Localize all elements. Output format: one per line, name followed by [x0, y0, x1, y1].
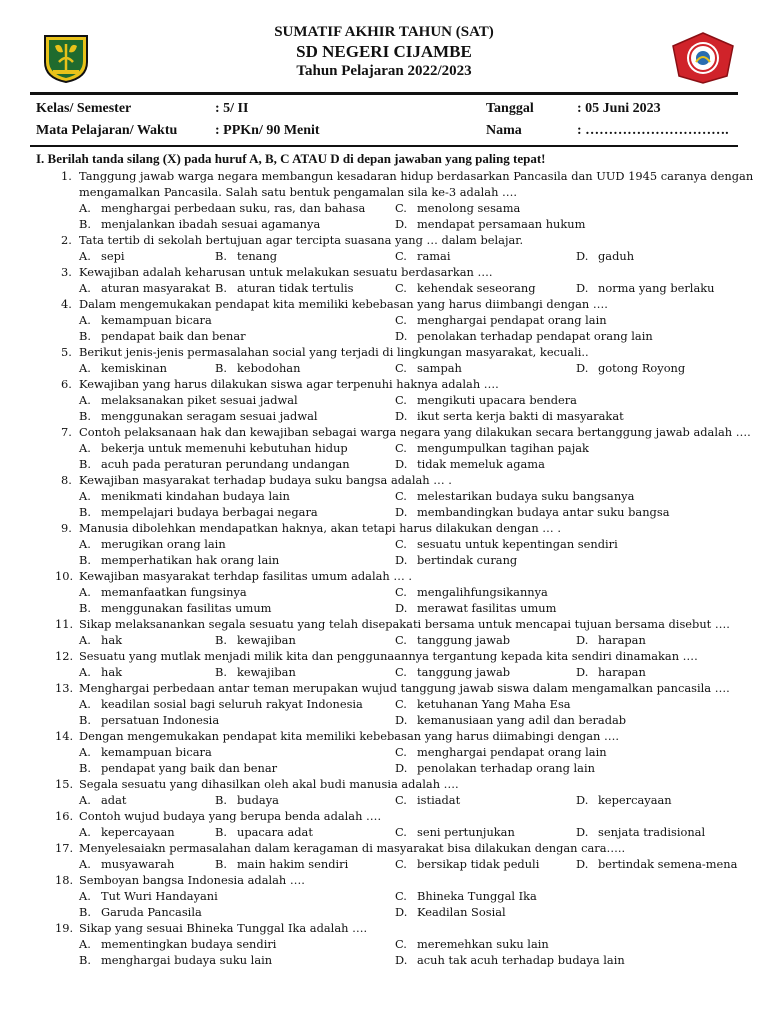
option-text: penolakan terhadap pendapat orang lain: [417, 329, 653, 343]
question-item: [0, 808, 768, 840]
option-letter: A.: [79, 745, 91, 759]
option-row: [0, 440, 768, 456]
question-text: Semboyan bangsa Indonesia adalah ….: [79, 873, 305, 887]
option-text: norma yang berlaku: [598, 281, 715, 295]
option-letter: A.: [79, 633, 91, 647]
option-letter: A.: [79, 249, 91, 263]
option-text: melestarikan budaya suku bangsanya: [417, 489, 635, 503]
option-text: mengikuti upacara bendera: [417, 393, 577, 407]
option-text: kemampuan bicara: [101, 313, 212, 327]
question-text: Dalam mengemukakan pendapat kita memiliki kebebasan yang harus diimbangi dengan ….: [79, 297, 608, 311]
option-letter: D.: [395, 409, 408, 423]
option-letter: B.: [79, 761, 91, 775]
option-letter: B.: [215, 633, 227, 647]
option-letter: B.: [215, 249, 227, 263]
academic-year: Tahun Pelajaran 2022/2023: [296, 63, 472, 79]
question-item: [0, 872, 768, 920]
question-item: [0, 168, 768, 232]
option-letter: C.: [395, 665, 407, 679]
option-text: kewajiban: [237, 665, 296, 679]
option-letter: B.: [215, 793, 227, 807]
option-letter: D.: [576, 249, 589, 263]
option-text: penolakan terhadap orang lain: [417, 761, 595, 775]
option-text: mempelajari budaya berbagai negara: [101, 505, 318, 519]
question-number: 14.: [55, 729, 74, 743]
option-row: [0, 888, 768, 904]
option-text: aturan masyarakat: [101, 281, 211, 295]
question-text: Sesuatu yang mutlak menjadi milik kita dan penggunaannya tergantung kepada kita sendiri dinamakan ….: [79, 649, 698, 663]
question-line: [0, 808, 768, 824]
option-text: seni pertunjukan: [417, 825, 515, 839]
option-text: menikmati kindahan budaya lain: [101, 489, 290, 503]
question-text: Kewajiban masyarakat terhadap budaya suku bangsa adalah … .: [79, 473, 452, 487]
option-text: acuh tak acuh terhadap budaya lain: [417, 953, 625, 967]
option-text: budaya: [237, 793, 279, 807]
option-text: membandingkan budaya antar suku bangsa: [417, 505, 670, 519]
option-letter: D.: [576, 361, 589, 375]
question-text: Segala sesuatu yang dihasilkan oleh akal budi manusia adalah ….: [79, 777, 459, 791]
question-number: 1.: [61, 169, 72, 183]
question-number: 4.: [61, 297, 72, 311]
question-number: 2.: [61, 233, 72, 247]
question-number: 15.: [55, 777, 74, 791]
option-letter: B.: [79, 505, 91, 519]
option-row: [0, 904, 768, 920]
option-row: [0, 952, 768, 968]
option-letter: C.: [395, 889, 407, 903]
question-number: 10.: [55, 569, 74, 583]
option-text: upacara adat: [237, 825, 313, 839]
question-number: 7.: [61, 425, 72, 439]
option-letter: A.: [79, 585, 91, 599]
question-item: [0, 520, 768, 568]
option-text: pendapat yang baik dan benar: [101, 761, 278, 775]
option-letter: A.: [79, 281, 91, 295]
option-letter: C.: [395, 697, 407, 711]
option-text: sampah: [417, 361, 462, 375]
option-text: merawat fasilitas umum: [417, 601, 557, 615]
option-row: [0, 488, 768, 504]
option-row: [0, 632, 768, 648]
exam-title: SUMATIF AKHIR TAHUN (SAT): [274, 24, 494, 40]
question-text: mengamalkan Pancasila. Salah satu bentuk pengamalan sila ke-3 adalah ….: [79, 185, 518, 199]
option-text: menjalankan ibadah sesuai agamanya: [101, 217, 321, 231]
option-letter: C.: [395, 361, 407, 375]
question-text: Manusia dibolehkan mendapatkan haknya, akan tetapi harus dilakukan dengan … .: [79, 521, 561, 535]
option-letter: B.: [79, 329, 91, 343]
option-row: [0, 392, 768, 408]
option-letter: D.: [576, 281, 589, 295]
question-line: [0, 344, 768, 360]
option-letter: D.: [395, 905, 408, 919]
option-letter: D.: [395, 217, 408, 231]
question-item: [0, 424, 768, 472]
option-text: istiadat: [417, 793, 461, 807]
option-text: keadilan sosial bagi seluruh rakyat Indonesia: [101, 697, 363, 711]
option-row: [0, 760, 768, 776]
option-letter: D.: [395, 505, 408, 519]
option-letter: D.: [395, 953, 408, 967]
option-letter: C.: [395, 201, 407, 215]
option-row: [0, 312, 768, 328]
question-line: [0, 520, 768, 536]
question-text: Contoh pelaksanaan hak dan kewajiban sebagai warga negara yang dilakukan secara bertanggung jawab adalah ….: [79, 425, 751, 439]
question-text: Kewajiban masyarakat terhdap fasilitas umum adalah … .: [79, 569, 412, 583]
option-row: [0, 360, 768, 376]
question-text: Tanggung jawab warga negara membangun kesadaran hidup berdasarkan Pancasila dan UUD 1945 caranya dengan: [79, 169, 754, 183]
option-text: harapan: [598, 633, 646, 647]
question-item: [0, 648, 768, 680]
option-text: menolong sesama: [417, 201, 521, 215]
option-row: [0, 584, 768, 600]
option-text: main hakim sendiri: [237, 857, 349, 871]
question-line: [0, 616, 768, 632]
option-row: [0, 856, 768, 872]
option-text: acuh pada peraturan perundang undangan: [101, 457, 350, 471]
header-divider: [30, 92, 738, 95]
question-number: 19.: [55, 921, 74, 935]
option-text: tanggung jawab: [417, 665, 511, 679]
option-text: musyawarah: [101, 857, 175, 871]
option-text: tidak memeluk agama: [417, 457, 545, 471]
option-letter: A.: [79, 793, 91, 807]
question-text: Contoh wujud budaya yang berupa benda adalah ….: [79, 809, 382, 823]
option-letter: A.: [79, 857, 91, 871]
option-text: menghargai perbedaan suku, ras, dan bahasa: [101, 201, 366, 215]
option-text: Tut Wuri Handayani: [101, 889, 218, 903]
option-letter: C.: [395, 281, 407, 295]
question-line: [0, 232, 768, 248]
question-item: [0, 568, 768, 616]
option-text: mementingkan budaya sendiri: [101, 937, 277, 951]
option-text: bersikap tidak peduli: [417, 857, 540, 871]
option-text: kepercayaan: [101, 825, 175, 839]
option-text: mengumpulkan tagihan pajak: [417, 441, 589, 455]
option-row: [0, 328, 768, 344]
question-line: [0, 424, 768, 440]
question-number: 5.: [61, 345, 72, 359]
mapel-label: Mata Pelajaran/ Waktu: [36, 123, 178, 138]
option-text: adat: [101, 793, 127, 807]
option-text: menggunakan fasilitas umum: [101, 601, 272, 615]
question-number: 9.: [61, 521, 72, 535]
question-number: 18.: [55, 873, 74, 887]
question-item: [0, 344, 768, 376]
option-row: [0, 936, 768, 952]
option-row: [0, 536, 768, 552]
option-letter: B.: [79, 457, 91, 471]
question-line: [0, 920, 768, 936]
question-text: Tata tertib di sekolah bertujuan agar tercipta suasana yang … dalam belajar.: [79, 233, 524, 247]
question-number: 17.: [55, 841, 74, 855]
option-letter: B.: [215, 361, 227, 375]
question-number: 6.: [61, 377, 72, 391]
question-text: Kewajiban yang harus dilakukan siswa agar terpenuhi haknya adalah ….: [79, 377, 499, 391]
question-text: Sikap melaksanankan segala sesuatu yang telah disepakati bersama untuk mencapai tujuan bersama disebut ….: [79, 617, 730, 631]
option-letter: A.: [79, 393, 91, 407]
option-letter: A.: [79, 201, 91, 215]
option-text: kepercayaan: [598, 793, 672, 807]
option-text: kebodohan: [237, 361, 301, 375]
option-text: ketuhanan Yang Maha Esa: [417, 697, 571, 711]
question-line: [0, 872, 768, 888]
option-letter: D.: [395, 457, 408, 471]
option-letter: B.: [215, 825, 227, 839]
option-letter: C.: [395, 249, 407, 263]
question-text: Dengan mengemukakan pendapat kita memiliki kebebasan yang harus diimabingi dengan ….: [79, 729, 619, 743]
question-line: [0, 264, 768, 280]
question-line: [0, 680, 768, 696]
option-letter: D.: [395, 601, 408, 615]
question-item: [0, 472, 768, 520]
option-letter: C.: [395, 633, 407, 647]
option-letter: A.: [79, 665, 91, 679]
question-line: [0, 776, 768, 792]
option-row: [0, 712, 768, 728]
option-letter: B.: [215, 857, 227, 871]
document-header: [0, 22, 768, 88]
question-number: 3.: [61, 265, 72, 279]
option-text: bekerja untuk memenuhi kebutuhan hidup: [101, 441, 348, 455]
question-number: 11.: [55, 617, 74, 631]
option-text: merugikan orang lain: [101, 537, 226, 551]
option-text: memanfaatkan fungsinya: [101, 585, 247, 599]
option-letter: D.: [576, 857, 589, 871]
kelas-value: : 5/ II: [215, 101, 249, 116]
option-letter: C.: [395, 313, 407, 327]
option-text: menghargai pendapat orang lain: [417, 313, 607, 327]
option-text: memperhatikan hak orang lain: [101, 553, 280, 567]
option-text: persatuan Indonesia: [101, 713, 220, 727]
option-text: menghargai pendapat orang lain: [417, 745, 607, 759]
question-line: [0, 376, 768, 392]
question-item: [0, 376, 768, 424]
section-instruction: I. Berilah tanda silang (X) pada huruf A, B, C ATAU D di depan jawaban yang paling tepat!: [36, 151, 546, 166]
question-line: [0, 728, 768, 744]
option-text: tanggung jawab: [417, 633, 511, 647]
option-text: aturan tidak tertulis: [237, 281, 354, 295]
option-letter: B.: [79, 217, 91, 231]
option-letter: D.: [576, 825, 589, 839]
question-number: 16.: [55, 809, 74, 823]
option-text: meremehkan suku lain: [417, 937, 549, 951]
option-letter: A.: [79, 697, 91, 711]
option-row: [0, 216, 768, 232]
option-letter: B.: [79, 953, 91, 967]
kelas-label: Kelas/ Semester: [36, 101, 132, 116]
option-text: bertindak semena-mena: [598, 857, 738, 871]
question-text: Kewajiban adalah keharusan untuk melakukan sesuatu berdasarkan ….: [79, 265, 493, 279]
question-item: [0, 728, 768, 776]
question-item: [0, 680, 768, 728]
option-text: kewajiban: [237, 633, 296, 647]
option-row: [0, 744, 768, 760]
tanggal-value: : 05 Juni 2023: [577, 101, 661, 116]
option-row: [0, 600, 768, 616]
question-text: Berikut jenis-jenis permasalahan social yang terjadi di lingkungan masyarakat, kecuali..: [79, 345, 589, 359]
question-line: [0, 168, 768, 184]
option-row: [0, 552, 768, 568]
option-letter: A.: [79, 313, 91, 327]
option-text: harapan: [598, 665, 646, 679]
option-text: sepi: [101, 249, 125, 263]
option-text: hak: [101, 665, 123, 679]
option-text: senjata tradisional: [598, 825, 706, 839]
option-row: [0, 408, 768, 424]
option-text: tenang: [237, 249, 278, 263]
option-letter: D.: [395, 761, 408, 775]
option-letter: C.: [395, 825, 407, 839]
question-item: [0, 840, 768, 872]
option-letter: C.: [395, 393, 407, 407]
option-letter: A.: [79, 889, 91, 903]
option-text: mengalihfungsikannya: [417, 585, 548, 599]
option-row: [0, 248, 768, 264]
option-letter: C.: [395, 441, 407, 455]
option-letter: B.: [215, 281, 227, 295]
option-row: [0, 696, 768, 712]
option-text: gotong Royong: [598, 361, 686, 375]
nama-label: Nama: [486, 123, 522, 138]
question-item: [0, 264, 768, 296]
question-number: 13.: [55, 681, 74, 695]
mapel-value: : PPKn/ 90 Menit: [215, 123, 320, 138]
question-line: [0, 472, 768, 488]
option-row: [0, 664, 768, 680]
option-text: gaduh: [598, 249, 635, 263]
tanggal-label: Tanggal: [486, 101, 534, 116]
option-text: kehendak seseorang: [417, 281, 536, 295]
option-letter: D.: [395, 713, 408, 727]
option-letter: D.: [395, 329, 408, 343]
option-row: [0, 200, 768, 216]
question-item: [0, 232, 768, 264]
option-letter: A.: [79, 537, 91, 551]
question-line: [0, 184, 768, 200]
info-divider: [30, 145, 738, 147]
nama-value: : ………………………….: [577, 123, 729, 138]
question-line: [0, 648, 768, 664]
option-row: [0, 280, 768, 296]
question-item: [0, 616, 768, 648]
option-row: [0, 504, 768, 520]
option-letter: D.: [576, 633, 589, 647]
school-badge-icon: [671, 32, 735, 84]
option-letter: C.: [395, 585, 407, 599]
school-name: SD NEGERI CIJAMBE: [296, 42, 472, 61]
option-text: kemiskinan: [101, 361, 167, 375]
option-letter: A.: [79, 825, 91, 839]
question-text: Menyelesaiakn permasalahan dalam keragaman di masyarakat bisa dilakukan dengan cara…..: [79, 841, 626, 855]
option-row: [0, 792, 768, 808]
option-text: Keadilan Sosial: [417, 905, 506, 919]
option-text: hak: [101, 633, 123, 647]
option-letter: C.: [395, 857, 407, 871]
question-text: Sikap yang sesuai Bhineka Tunggal Ika adalah ….: [79, 921, 368, 935]
option-text: kemampuan bicara: [101, 745, 212, 759]
option-text: ramai: [417, 249, 451, 263]
option-text: menggunakan seragam sesuai jadwal: [101, 409, 318, 423]
question-item: [0, 776, 768, 808]
option-letter: D.: [395, 553, 408, 567]
option-text: Bhineka Tunggal Ika: [417, 889, 537, 903]
option-letter: C.: [395, 537, 407, 551]
question-number: 8.: [61, 473, 72, 487]
option-letter: B.: [79, 553, 91, 567]
option-letter: A.: [79, 441, 91, 455]
option-row: [0, 456, 768, 472]
question-item: [0, 920, 768, 968]
option-letter: D.: [576, 793, 589, 807]
option-text: kemanusiaan yang adil dan beradab: [417, 713, 627, 727]
question-number: 12.: [55, 649, 74, 663]
option-letter: B.: [79, 601, 91, 615]
option-letter: C.: [395, 937, 407, 951]
option-letter: B.: [215, 665, 227, 679]
option-letter: C.: [395, 745, 407, 759]
option-text: pendapat baik dan benar: [101, 329, 246, 343]
option-text: Garuda Pancasila: [101, 905, 202, 919]
option-row: [0, 824, 768, 840]
option-text: melaksanakan piket sesuai jadwal: [101, 393, 298, 407]
option-letter: A.: [79, 937, 91, 951]
question-line: [0, 568, 768, 584]
option-text: bertindak curang: [417, 553, 518, 567]
question-list: [0, 168, 768, 968]
option-letter: C.: [395, 489, 407, 503]
option-text: mendapat persamaan hukum: [417, 217, 586, 231]
option-text: menghargai budaya suku lain: [101, 953, 273, 967]
question-item: [0, 296, 768, 344]
option-letter: B.: [79, 905, 91, 919]
option-letter: B.: [79, 409, 91, 423]
question-text: Menghargai perbedaan antar teman merupakan wujud tanggung jawab siswa dalam mengamalkan pancasila ….: [79, 681, 730, 695]
option-text: ikut serta kerja bakti di masyarakat: [417, 409, 624, 423]
option-letter: C.: [395, 793, 407, 807]
question-line: [0, 840, 768, 856]
option-letter: D.: [576, 665, 589, 679]
option-letter: B.: [79, 713, 91, 727]
option-letter: A.: [79, 361, 91, 375]
option-text: sesuatu untuk kepentingan sendiri: [417, 537, 618, 551]
question-line: [0, 296, 768, 312]
option-letter: A.: [79, 489, 91, 503]
